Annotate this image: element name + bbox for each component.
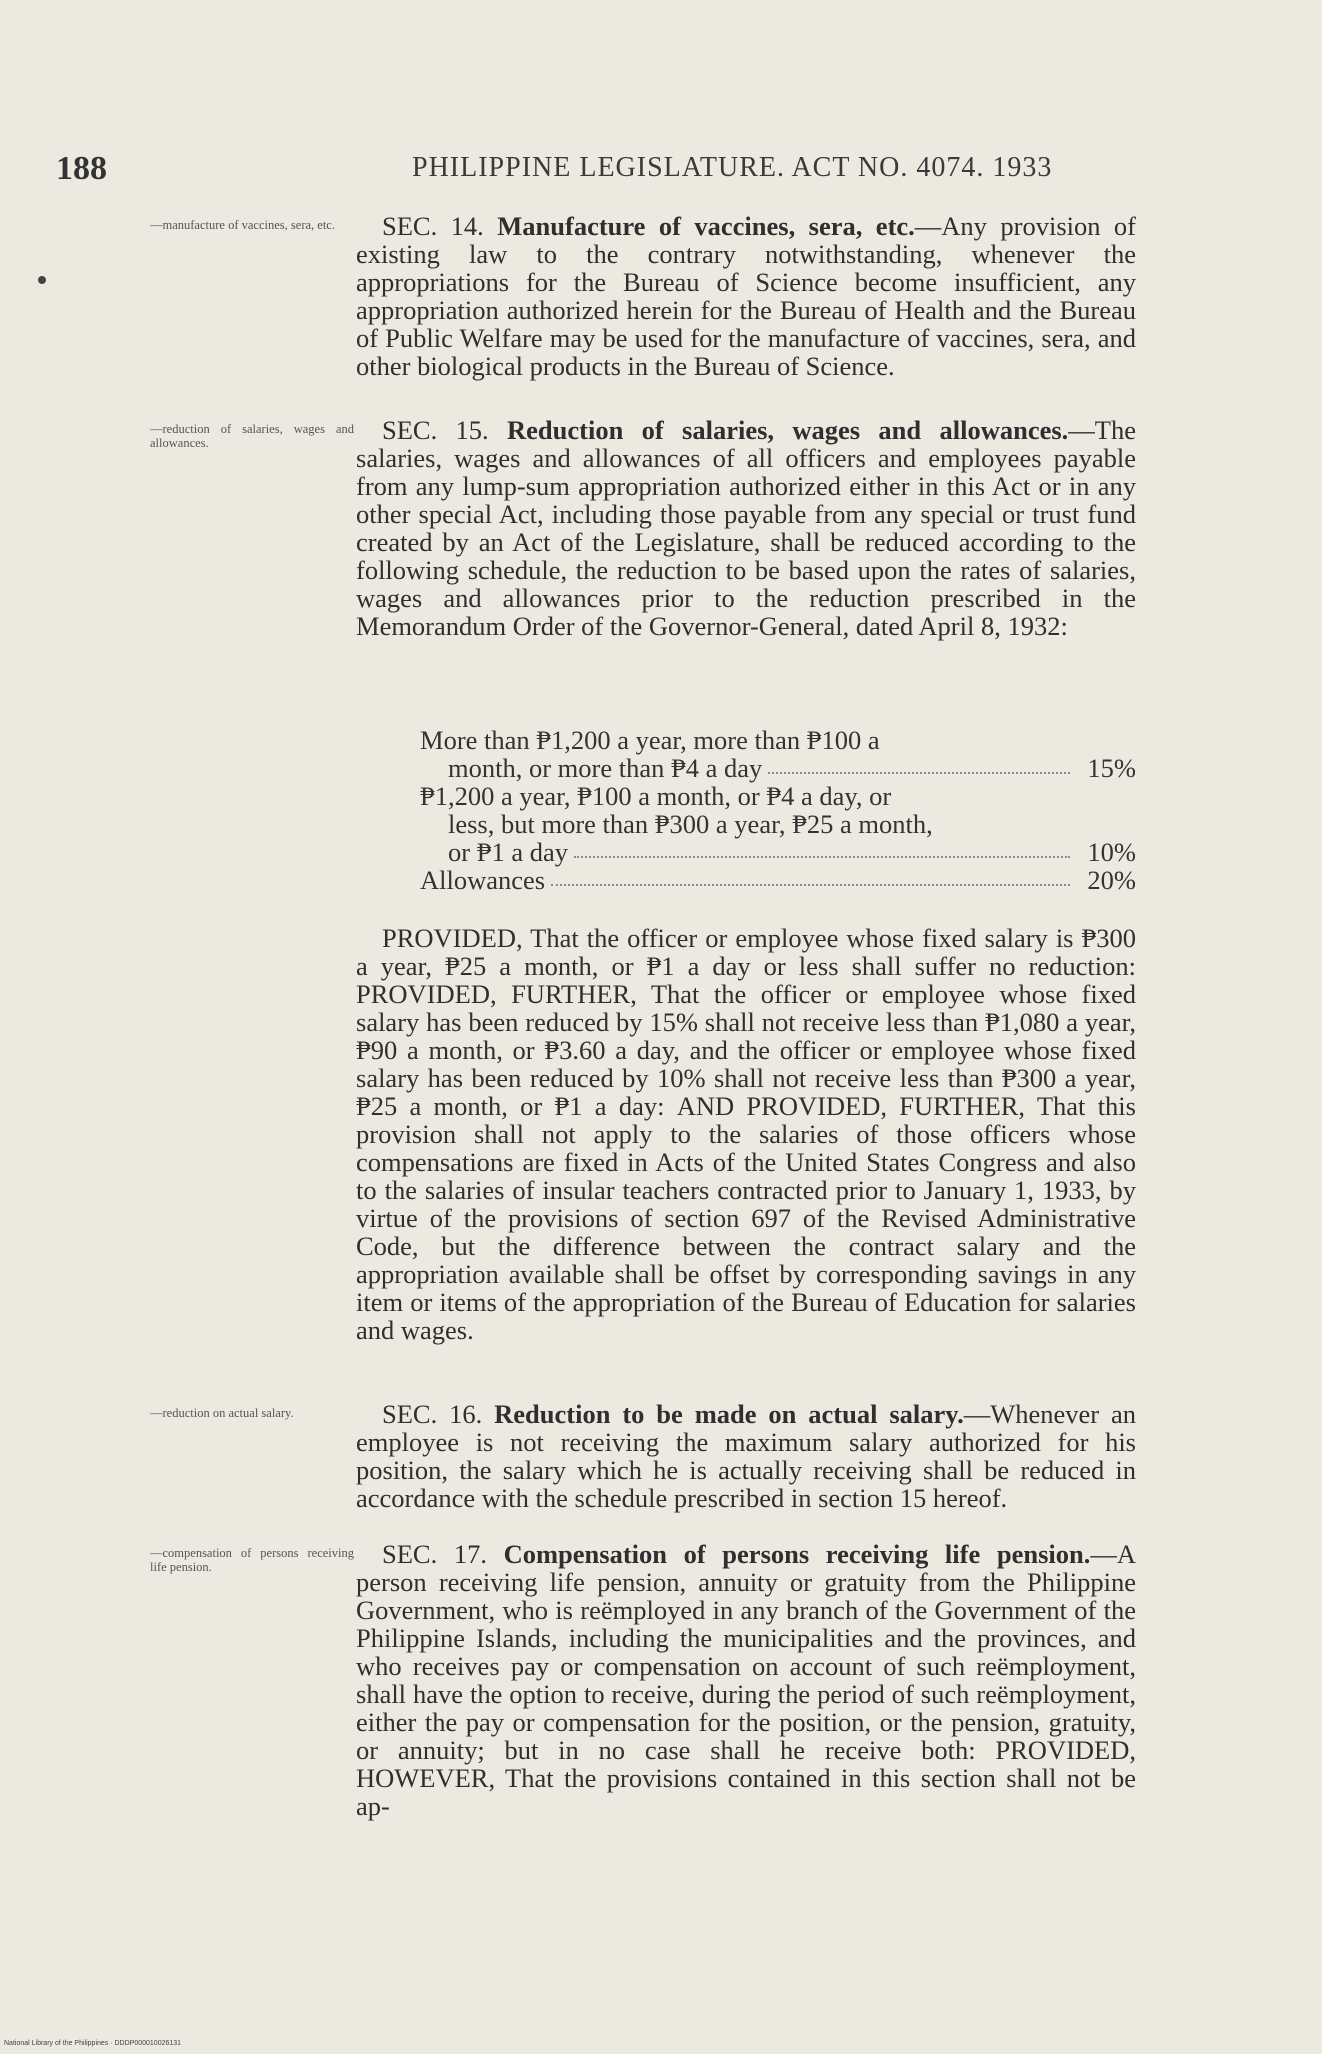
sec16-label: SEC. 16. [382,1399,483,1429]
proviso-text: That this provision shall not apply to the salaries of those officers whose compensations are fixed in Acts of the United States Congress and also to the salaries of insular teachers contracted prior to January 1, 1933, by virtue of the provisions of section 697 of the Revised Administrative Code, but the difference between the contract salary and the appropriation available shall be offset by corresponding savings in any item or items of the appropriation of the Bureau of Education for salaries and wages. [356,1091,1136,1345]
section-16 [356,1400,1136,1512]
sec14-heading: Manufacture of vaccines, sera, etc. [497,211,915,241]
dot-leader [768,772,1070,774]
sec16-text: —Whenever an employee is not receiving the maximum salary authorized for his position, the salary which he is actually receiving shall be reduced in accordance with the schedule prescribed in section 15 hereof. [356,1399,1136,1513]
section-14 [356,212,1136,380]
proviso-lead: AND PROVIDED, FURTHER, [676,1091,1026,1121]
sec16-heading: Reduction to be made on actual salary. [494,1399,964,1429]
proviso-text: That the officer or employee whose fixed salary is ₱300 a year, ₱25 a month, or ₱1 a day or less shall suffer no reduction: [356,923,1136,981]
schedule-row [420,782,1136,866]
schedule-rate: 20% [1087,865,1136,895]
schedule-line: ₱1,200 a year, ₱100 a month, or ₱4 a day, or [420,781,892,811]
dot-leader [574,856,1070,858]
schedule-line: Allowances [420,865,546,895]
sec14-label: SEC. 14. [382,211,484,241]
page-number: 188 [56,150,107,187]
dot-leader [551,884,1070,886]
proviso-paragraph [356,924,1136,1344]
schedule-line: less, but more than ₱300 a year, ₱25 a month, [448,809,933,839]
sec15-text: —The salaries, wages and allowances of all officers and employees payable from any lump-sum appropriation authorized either in this Act or in any other special Act, including those payable from any special or trust fund created by an Act of the Legislature, shall be reduced according to the following schedule, the reduction to be based upon the rates of salaries, wages and allowances prior to the reduction prescribed in the Memorandum Order of the Governor-General, dated April 8, 1932: [356,415,1136,641]
proviso-lead: PROVIDED, [382,923,523,953]
scan-footer: National Library of the Philippines · DDDP000010026131 [4,2040,182,2047]
schedule-line: or ₱1 a day [448,837,568,867]
margin-dot [38,276,46,284]
section-17 [356,1540,1136,1820]
margin-note-life-pension: —compensation of persons receiving life pension. [150,1546,354,1574]
sec17-heading: Compensation of persons receiving life pension. [503,1539,1091,1569]
proviso-text: That the officer or employee whose fixed salary has been reduced by 15% shall not receive less than ₱1,080 a year, ₱90 a month, or ₱3.60 a day, and the officer or employee whose fixed salary has been reduced by 10% shall not receive less than ₱300 a year, ₱25 a month, or ₱1 a day: [356,979,1137,1121]
schedule-row [420,866,1136,894]
schedule-row [420,726,1136,782]
schedule-rate: 15% [1087,753,1136,783]
proviso-lead: PROVIDED, FURTHER, [356,979,637,1009]
section-15 [356,416,1136,640]
sec15-heading: Reduction of salaries, wages and allowances. [507,415,1069,445]
schedule-rate: 10% [1087,837,1136,867]
schedule-line: More than ₱1,200 a year, more than ₱100 a [420,725,880,755]
reduction-schedule [420,726,1136,894]
margin-note-vaccines: —manufacture of vaccines, sera, etc. [150,218,335,232]
running-head: PHILIPPINE LEGISLATURE. ACT NO. 4074. 1933 [412,152,1053,183]
schedule-line: month, or more than ₱4 a day [448,753,763,783]
sec15-label: SEC. 15. [382,415,489,445]
proviso-lead: PROVIDED, HOWEVER, [356,1735,1136,1793]
sec17-text: —A person receiving life pension, annuity or gratuity from the Philippine Government, who is reëmployed in any branch of the Government of the Philippine Islands, including the municipalities and the provinces, and who receives pay or compensation on account of such reëmployment, shall have the option to receive, during the period of such reëmployment, either the pay or compensation for the position, or the pension, gratuity, or annuity; but in no case shall he receive both: [356,1539,1137,1765]
sec17-label: SEC. 17. [382,1539,487,1569]
margin-note-salary-reduction: —reduction of salaries, wages and allowances. [150,422,354,450]
sec17-text: That the provisions contained in this section shall not be ap- [356,1763,1136,1821]
margin-note-actual-salary: —reduction on actual salary. [150,1406,294,1420]
sec14-text: —Any provision of existing law to the contrary notwithstanding, whenever the appropriations for the Bureau of Science become insufficient, any appropriation authorized herein for the Bureau of Health and the Bureau of Public Welfare may be used for the manufacture of vaccines, sera, and other biological products in the Bureau of Science. [356,211,1137,381]
